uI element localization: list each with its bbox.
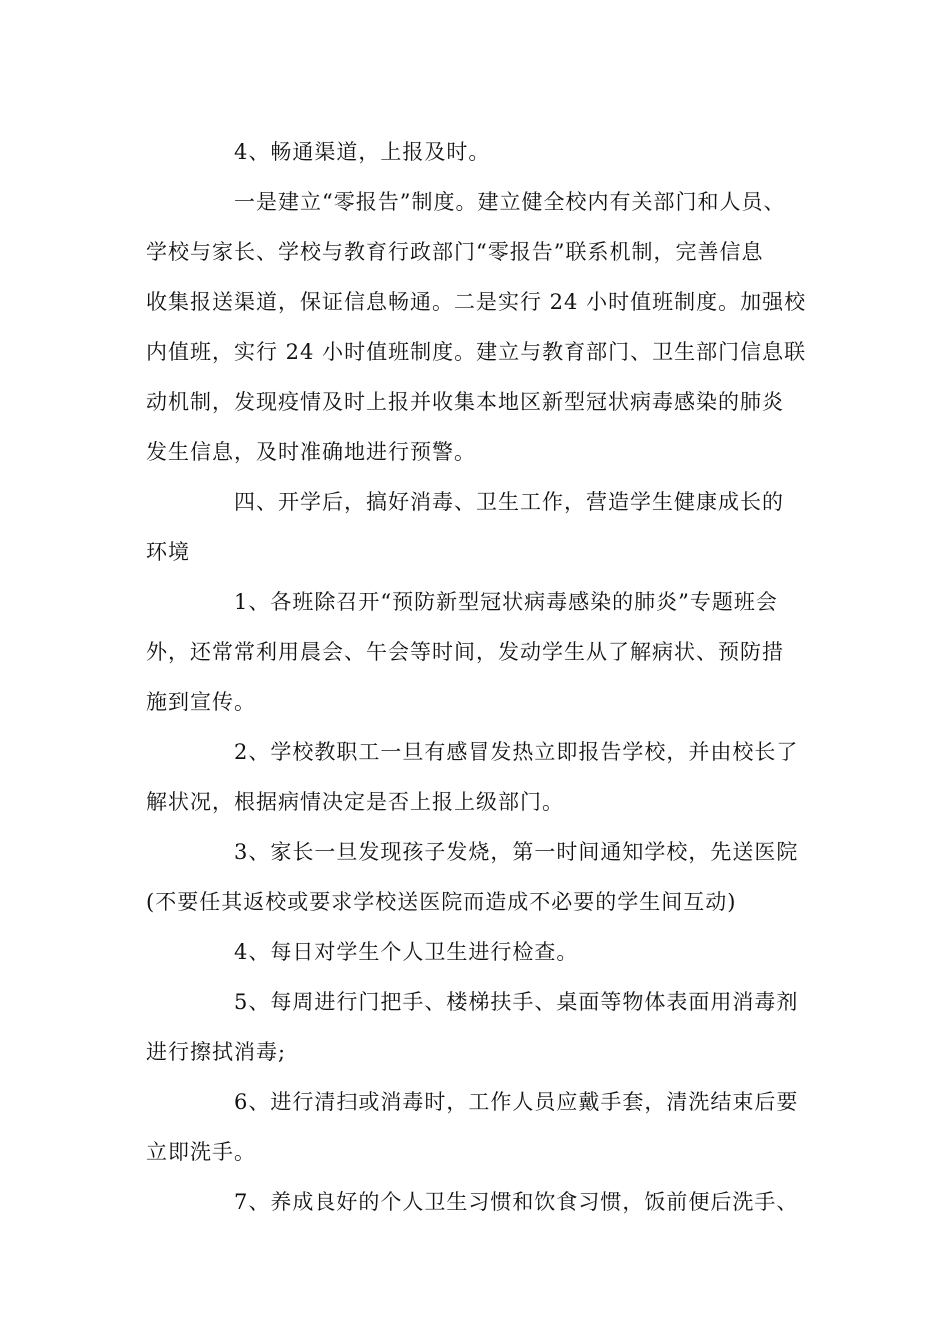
text-line: 动机制，发现疫情及时上报并收集本地区新型冠状病毒感染的肺炎 bbox=[146, 390, 784, 414]
text-line: 5、每周进行门把手、楼梯扶手、桌面等物体表面用消毒剂 bbox=[234, 990, 799, 1014]
text-line: 施到宣传。 bbox=[146, 690, 256, 714]
text-line: 学校与家长、学校与教育行政部门“零报告”联系机制，完善信息 bbox=[146, 240, 764, 264]
text-line: 3、家长一旦发现孩子发烧，第一时间通知学校，先送医院 bbox=[234, 840, 799, 864]
text-line: 内值班，实行 24 小时值班制度。建立与教育部门、卫生部门信息联 bbox=[146, 340, 807, 364]
text-line: 发生信息，及时准确地进行预警。 bbox=[146, 440, 476, 464]
text-line: 7、养成良好的个人卫生习惯和饮食习惯，饭前便后洗手、 bbox=[234, 1190, 799, 1214]
text-line: 外，还常常利用晨会、午会等时间，发动学生从了解病状、预防措 bbox=[146, 640, 784, 664]
text-line: (不要任其返校或要求学校送医院而造成不必要的学生间互动) bbox=[146, 890, 737, 914]
text-line: 一是建立“零报告”制度。建立健全校内有关部门和人员、 bbox=[234, 190, 786, 214]
text-line: 立即洗手。 bbox=[146, 1140, 256, 1164]
text-line: 解状况，根据病情决定是否上报上级部门。 bbox=[146, 790, 564, 814]
text-line: 1、各班除召开“预防新型冠状病毒感染的肺炎”专题班会 bbox=[234, 590, 778, 614]
text-line: 4、每日对学生个人卫生进行检查。 bbox=[234, 940, 579, 964]
section-heading-cont: 环境 bbox=[146, 540, 190, 564]
text-line: 收集报送渠道，保证信息畅通。二是实行 24 小时值班制度。加强校 bbox=[146, 290, 807, 314]
text-line: 2、学校教职工一旦有感冒发热立即报告学校，并由校长了 bbox=[234, 740, 799, 764]
section-heading: 四、开学后，搞好消毒、卫生工作，营造学生健康成长的 bbox=[234, 490, 784, 514]
text-line: 6、进行清扫或消毒时，工作人员应戴手套，清洗结束后要 bbox=[234, 1090, 799, 1114]
text-line: 4、畅通渠道，上报及时。 bbox=[234, 140, 491, 164]
text-line: 进行擦拭消毒; bbox=[146, 1040, 287, 1064]
